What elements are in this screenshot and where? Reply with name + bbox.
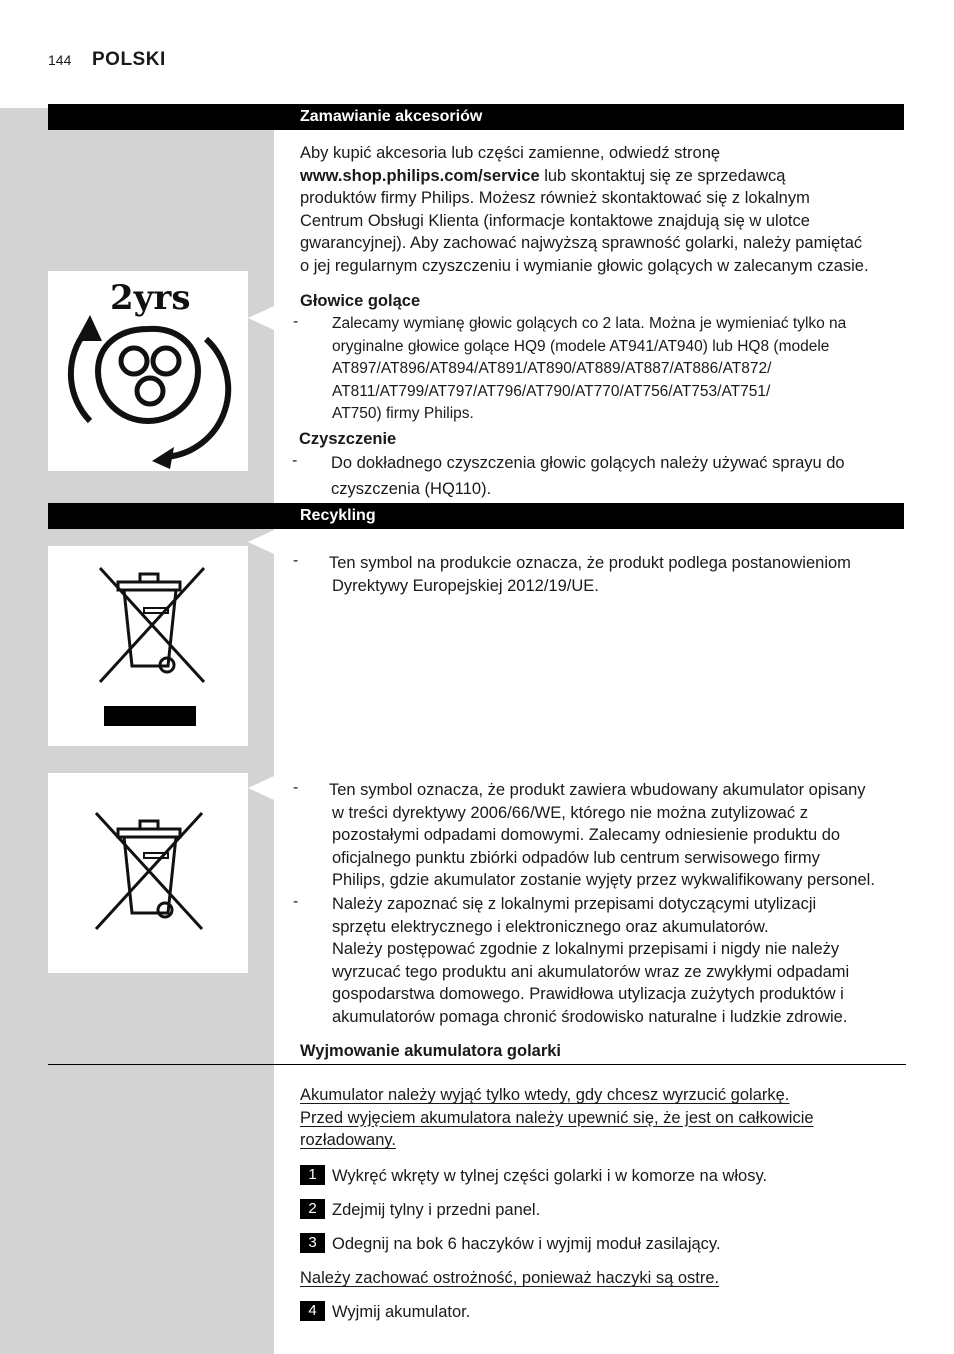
accessories-intro: Aby kupić akcesoria lub części zamienne, odwiedź stronę www.shop.philips.com/service lub skontaktuj się ze sprzedawcą produktów firmy Philips. Możesz również skontaktować się z lokalnym Centrum Obsługi Klienta (informacje kontaktowe znajdują się w ulotce gwarancyjnej). Aby zachować najwyższą sprawność golarki, należy pamiętać o jej regularnym czyszczeniu i wymianie głowic golących w zalecanym czasie. [300, 144, 869, 275]
list-dash: - [293, 779, 299, 796]
recycling-item-local-rules: Należy zapoznać się z lokalnymi przepisami dotyczącymi utylizacji sprzętu elektrycznego i elektronicznego oraz akumulatorów. Należy postępować zgodnie z lokalnymi przepisami i nigdy nie należy wyrzucać tego produktu ani akumulatorów wraz ze zwykłymi odpadami gospodarstwa domowego. Prawidłowa utylizacja zużytych produktów i akumulatorów pomaga chronić środowisko naturalne i ludzkie zdrowie. [332, 895, 850, 1026]
list-dash: - [293, 313, 299, 330]
step-2 [300, 1199, 540, 1221]
step-number: 1 [300, 1165, 325, 1185]
section-title: Zamawianie akcesoriów [300, 108, 483, 125]
language-heading: POLSKI [92, 49, 166, 70]
weee-bin-icon [48, 546, 248, 746]
figure-pointer [248, 776, 274, 800]
cleaning-heading: Czyszczenie [299, 430, 397, 448]
shop-link[interactable]: www.shop.philips.com/service [300, 166, 540, 185]
battery-figure [48, 773, 248, 973]
battery-removal-heading: Wyjmowanie akumulatora golarki [300, 1042, 562, 1060]
replacement-cycle-icon [48, 271, 248, 471]
replacement-figure [48, 271, 248, 471]
list-dash: - [292, 452, 298, 469]
heads-heading: Głowice golące [300, 292, 421, 310]
figure-pointer [248, 530, 274, 554]
heading-rule [48, 1064, 906, 1065]
step-3 [300, 1233, 721, 1255]
list-dash: - [293, 552, 299, 569]
step-text: Wyjmij akumulator. [332, 1303, 471, 1321]
step-text: Odegnij na bok 6 haczyków i wyjmij moduł zasilający. [332, 1235, 721, 1253]
section-bar-recycling [48, 503, 904, 529]
weee-figure [48, 546, 248, 746]
step-text: Wykręć wkręty w tylnej części golarki i w komorze na włosy. [332, 1167, 768, 1185]
section-title: Recykling [300, 507, 376, 524]
heads-item: Zalecamy wymianę głowic golących co 2 lata. Można je wymieniać tylko na oryginalne głowice golące HQ9 (modele AT941/AT940) lub HQ8 (modele AT897/AT896/AT894/AT891/AT890/AT889/AT887/AT886/AT872/ AT811/AT799/AT797/AT796/AT790/AT770/AT756/AT753/AT751/ AT750) firmy Philips. [332, 315, 847, 423]
step-number: 4 [300, 1301, 325, 1321]
step-text: Zdejmij tylny i przedni panel. [332, 1201, 541, 1219]
page-number: 144 [48, 52, 72, 68]
svg-text:2yrs: 2yrs [110, 278, 191, 318]
step-4 [300, 1301, 470, 1323]
battery-warning: Akumulator należy wyjąć tylko wtedy, gdy chcesz wyrzucić golarkę. Przed wyjęciem akumulatora należy upewnić się, że jest on całkowicie rozładowany. [300, 1086, 814, 1150]
step-number: 3 [300, 1233, 325, 1253]
figure-pointer [248, 306, 274, 330]
recycling-item-weee: Ten symbol na produkcie oznacza, że produkt podlega postanowieniom Dyrektywy Europejskiej 2012/19/UE. [329, 554, 851, 595]
section-bar-accessories [48, 104, 904, 130]
step-1 [300, 1165, 767, 1187]
cleaning-item: Do dokładnego czyszczenia głowic golących należy używać sprayu do czyszczenia (HQ110). [331, 454, 845, 498]
list-dash: - [293, 893, 299, 910]
step-number: 2 [300, 1199, 325, 1219]
recycling-item-battery: Ten symbol oznacza, że produkt zawiera wbudowany akumulator opisany w treści dyrektywy 2006/66/WE, którego nie można zutylizować z pozostałymi odpadami domowymi. Zalecamy odniesienie produktu do oficjalnego punktu zbiórki odpadów lub centrum serwisowego firmy Philips, gdzie akumulator zostanie wyjęty przez wykwalifikowany personel. [329, 781, 875, 890]
battery-bin-icon [48, 773, 248, 973]
caution-note: Należy zachować ostrożność, ponieważ haczyki są ostre. [300, 1269, 720, 1287]
